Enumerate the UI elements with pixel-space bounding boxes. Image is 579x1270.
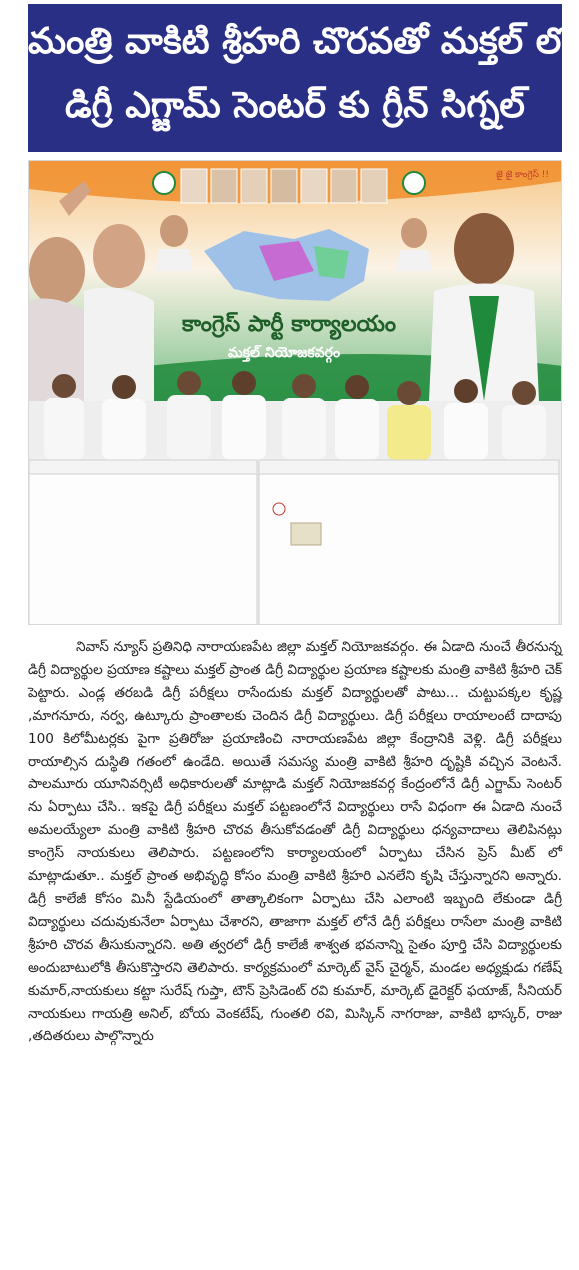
seated-leaders-row bbox=[44, 371, 546, 460]
headline-line-1: మంత్రి వాకిటి శ్రీహరి చొరవతో మక్తల్ లో bbox=[28, 21, 573, 62]
press-meet-illustration bbox=[29, 161, 562, 625]
banner-sub-text: మక్తల్ నియోజకవర్గం bbox=[227, 345, 341, 361]
headline-banner bbox=[28, 4, 573, 152]
press-tables bbox=[29, 460, 559, 625]
press-meet-photo bbox=[28, 160, 562, 625]
article-body: నివాస్ న్యూస్ ప్రతినిధి నారాయణపేట జిల్లా మక్తల్ నియోజకవర్గం. ఈ ఏడాది నుంచే తీరనున్న డిగ్రీ విద్యార్థుల ప్రయాణ కష్టాలు మక్తల్ ప్రాంత డిగ్రీ విద్యార్థుల ప్రయాణ కష్టాలకు మంత్రి వాకిటి శ్రీహరి చెక్ పెట్టారు. ఎండ్ల తరబడి డిగ్రీ పరీక్షలు రాసేందుకు మక్తల్ విద్యార్థులతో పాటు... చుట్టుపక్కల కృష్ణ ,మాగనూరు, నర్వ, ఉట్కూరు ప్రాంతాలకు చెందిన డిగ్రీ విద్యార్థులు. డిగ్రీ పరీక్షలు రాయాలంటే దాదాపు 100 కిలోమీటర్లకు పైగా ప్రతిరోజు ప్రయాణించి నారాయణపేట జిల్లా కేంద్రానికి వెళ్లి. డిగ్రీ పరీక్షలు రాయాల్సిన దుస్థితి గతంలో ఉండేది. అయితే సమస్య మంత్రి వాకిటి శ్రీహరి దృష్టికి వచ్చిన వెంటనే. పాలమూరు యూనివర్సిటీ అధికారులతో మాట్లాడి మక్తల్ నియోజకవర్గ కేంద్రంలోనే డిగ్రీ ఎగ్జామ్ సెంటర్ ను ఏర్పాటు చేసి.. ఇకపై డిగ్రీ పరీక్షలు మక్తల్ పట్టణంలోనే విద్యార్థులు రాసే విధంగా ఈ ఏడాది నుంచే అమలయ్యేలా మంత్రి వాకిటి శ్రీహరి చొరవ తీసుకోవడంతో డిగ్రీ విద్యార్థులు ధన్యవాదాలు తెలిపినట్లు కాంగ్రెస్ నాయకులు తెలిపారు. పట్టణంలోని కార్యాలయంలో ఏర్పాటు చేసిన ప్రెస్ మీట్ లో మాట్లాడుతూ.. మక్తల్ ప్రాంత అభివృద్ధి కోసం మంత్రి వాకిటి శ్రీహరి ఎనలేని కృషి చేస్తున్నారని అన్నారు. డిగ్రీ కాలేజీ కోసం మినీ స్టేడియంలో తాత్కాలికంగా ఏర్పాటు చేసి ఎలాంటి ఇబ్బంది లేకుండా డిగ్రీ విద్యార్థులు చదువుకునేలా ఏర్పాటు చేశారని, తాజాగా మక్తల్ లోనే డిగ్రీ పరీక్షలు రాసేలా మంత్రి వాకిటి శ్రీహరి చొరవ తీసుకున్నారని. అతి త్వరలో డిగ్రీ కాలేజీ శాశ్వత భవనాన్ని సైతం పూర్తి చేసి విద్యార్థులకు అందుబాటులోకి తీసుకొస్తారని తెలిపారు. కార్యక్రమంలో మార్కెట్ వైస్ చైర్మన్, మండల అధ్యక్షుడు గణేష్ కుమార్,నాయకులు కట్టా సురేష్ గుప్తా, టౌన్ ప్రెసిడెంట్ రవి కుమార్, మార్కెట్ డైరెక్టర్ ఫయాజ్, సీనియర్ నాయకులు గాయత్రి అనిల్, బోయ వెంకటేష్, గుంతలి రవి, మిస్కిన్ నాగరాజు, వాకిటి భాస్కర్, రాజు ,తదితరులు పాల్గొన్నారు bbox=[28, 639, 562, 1045]
banner-tag-text: జై జై కాంగ్రెస్ !! bbox=[496, 170, 549, 180]
news-article bbox=[28, 636, 562, 1048]
headline-line-2: డిగ్రీ ఎగ్జామ్ సెంటర్ కు గ్రీన్ సిగ్నల్ bbox=[65, 85, 525, 126]
leaders-portrait-row bbox=[153, 169, 425, 203]
banner-main-text: కాంగ్రెస్ పార్టీ కార్యాలయం bbox=[181, 312, 397, 337]
